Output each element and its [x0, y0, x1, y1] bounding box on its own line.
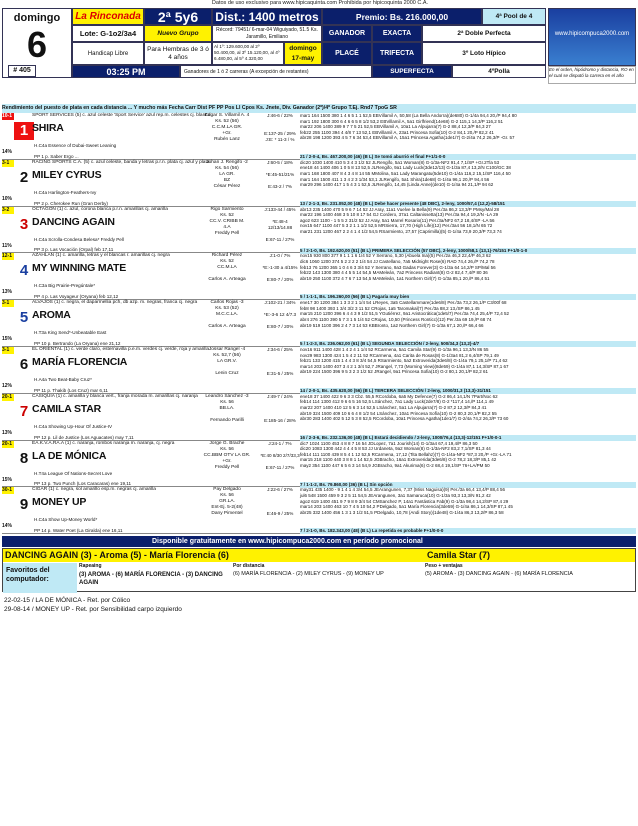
- favorites-label: Favoritos del computador:: [3, 563, 77, 593]
- exacta-bet[interactable]: EXACTA: [372, 25, 422, 42]
- entry-summary: 14 / 2-0-1, Bs. 435.620,00 (56) (B L) TERCERA SELECCIÓN / 2-leny, 1000/31,3 (13,3)-31/151: [300, 388, 636, 394]
- jockey-trainer: Johan J. Rengifo -2 Ks. 54 (56) LA GR. BZ César Pérez: [206, 159, 248, 189]
- entry-summary: 5 / 1-1-1, Bs. 196.260,00 (56) (B L) Pagaría muy bien: [300, 294, 636, 300]
- past-line: mar14 203 1400 407 3 4 2 1 3/4 52,7 JRangel, 7,73 (Morning View)(8de59) G-1/4a 87,1 14,3/SP 87,1 67: [300, 363, 509, 369]
- pedigree: H.C4a Harlington-Feathers-Ivy: [34, 189, 97, 195]
- past-line: ago2 619 1400 451 9 7 9 8 9 3/4 54 CMSanchez P, 14a1 Fantástica Fab(9) G-1/3a 98,4 14,2/SP 87,4 29: [300, 498, 509, 504]
- race-number: 6: [26, 24, 48, 65]
- jockey-stats: J:133-44 / 45% *E:48-4 12/13/14.88 E:67-11 / 27%: [264, 206, 296, 242]
- past-line: dic6 1060 1200 374 5 2 2 2 2 1/4 54 JJ Castellano, 7a5 Midnight Rose(6) RAD 74,4 26,/P 74,2 78: [300, 258, 495, 264]
- pedigree: H.C4a Showing Up-Hour Of Justice-IV: [34, 423, 113, 429]
- owner-silks: EL ORIENTAL (1) c. verde claro, esternavilla p.e.m. verdes cj. verde, roja y amarilla: [32, 347, 210, 352]
- post-position-note: PP 14 p. Water Poet (La Giralda) ene 16,11: [34, 528, 123, 534]
- owner-silks: RACING SPORTS C.A. (5) c. azul celeste, banda y letras p.r.n. plata cj. azul y plata: [32, 159, 210, 165]
- past-line: may2 354 1100 447 6 5 6 3 14 54,9 JGBracho, 9a1 Akurima(6) G-2 68,4 19,1/SP 76+LA/PM 50: [300, 462, 490, 468]
- past-line: feb14 114 1300 412 9 6 6 5 16 52,5 LSánchez, 7a1 Lady Luck(2de7/8) G-2 *117,4 14,/P 114,1 49: [300, 399, 494, 405]
- past-line: dic20 1083 1300 442 4 4 4 5 8 53 JJ Urdaneta, 9a2 Woman(8) G-1/3a-NF2 83,2 7,1/SP 81,3 44: [300, 446, 491, 452]
- past-line: mar22 206 1400 389 9 7 7 5 21 52,5 EBVillamil A, 10a1 La Alpujarra(7) G-2 88,4 12,3/P 84,3 27: [300, 124, 491, 130]
- saddle-number: 8: [19, 449, 29, 467]
- entry-row: [2, 487, 636, 534]
- owner-silks: CIGAR (1) c. negra, sol amarillo esp.m. negras cj. amarilla: [32, 487, 156, 493]
- past-line: mar14 203 1400 463 10 7 4 5 10 54,2 PDelgado, 5a1 María Florencia(3de59) G-1/4a 86,1 14,3/SP 87,1 45: [300, 504, 513, 510]
- picks-text: (3) AROMA - (6) MARÍA FLORENCIA - (3) DANCING AGAIN: [79, 572, 223, 586]
- entry-odds: 3-2: [2, 207, 14, 214]
- weight-label: Peso + ventajas: [425, 563, 463, 569]
- win-pct: 13%: [2, 289, 13, 296]
- prediction-title: DANCING AGAIN (3) - Aroma (5) - María Florencia (6): [3, 549, 423, 562]
- entry-summary: 16 / 2-3-6, Bs. 232.136,00 (48) (B L) Estará decidiendo / 2-leny, 1000/76,4 (13,3)-12/151 F+1/0-0-1: [300, 435, 636, 441]
- entry-summary: 7 / 2-1-0, Bs. 182.343,00 (48) (B L) La repetida es probable F+1/0-0-0: [300, 528, 636, 534]
- horse-name: MILEY CYRUS: [32, 168, 102, 181]
- past-performances: [300, 394, 636, 422]
- site-logo: www.hipicompuca2000.com: [548, 8, 636, 66]
- jockey-stats: J:34-6 / 25% E:31-5 / 25%: [266, 347, 294, 376]
- jockey-trainer: Pay Delgado Ks. 56 GR.LA. Ent-Ej. 5-2(48) Dany Pimentel: [211, 487, 243, 517]
- past-line: abr19 250 1100 372 4 7 6 7 13 54,5 MAMeleán, 1a1 Northern Girl(7) G-1/3a 85,1 20,/P 86,4 51: [300, 275, 490, 281]
- horse-name: DANCING AGAIN: [32, 215, 115, 228]
- entry-row: [2, 394, 636, 441]
- entries-list: [2, 113, 636, 535]
- post-position-note: PP 11 p. Thakib (Los Cruz) mar 6,11: [34, 387, 108, 393]
- post-position-note: PP 3 p. Las Vocación (Orpal) feb 17,11: [34, 247, 114, 253]
- owner-silks: EA.K.V.A.RA.A (1) c. naranja, rombos naranja m. naranja, cj. negra: [32, 440, 175, 446]
- entry-summary: 5 / 1-2-3, Bs. 236.062,00 (61) (B L) SEGUNDA SELECCIÓN / 2-leny, 500/34,3 (13,2)-4/7: [300, 341, 636, 347]
- race-date: domingo 17-may: [284, 42, 322, 65]
- entry-odds: 30-1: [2, 487, 13, 494]
- win-pct: 15%: [2, 476, 13, 483]
- pedigree: H.C4a Scrolla-Condesa Belesa* Freddy Pell: [34, 236, 124, 242]
- past-line: nov29 983 1300 424 1 5 4 2 11 52 RCarmena, 4a1 Carita de Rosas(8) G-1/3a4 81,2 6,4/SP 79,1 49: [300, 352, 499, 358]
- past-line: mar21 231 1200 467 2 2 4 1 4 1/2 54,5 RSarmiento, 27,57 (Caprimilla)(5) G-1/4a 73,9 20,3/P 73,3 74: [300, 228, 502, 234]
- saddle-number: 7: [19, 402, 29, 420]
- horse-name: CAMILA STAR: [32, 402, 101, 415]
- pedigree: H.T3a King Send*-Unbeatable East: [34, 330, 107, 336]
- saddle-number: 9: [19, 496, 29, 514]
- distance-label: Por distancia: [233, 563, 265, 569]
- distance: Dist.: 1400 metros: [212, 8, 322, 25]
- past-line: feb22 143 1300 380 4 4 5 5 14 54,5 MAMeleán, 7a2 Princess Radiant(8) G-2 82,4 7,4/P 80 36: [300, 270, 488, 276]
- jockey-stats: J:49-7 / 24% E:185-16 / 28%: [264, 393, 296, 423]
- loto-hipico: 3º Loto Hípico: [422, 42, 546, 65]
- entry-row: [2, 207, 636, 254]
- jockey-trainer: Rigo Sarmiento Ks. 52 CC.V. CRIBB M. 4.A Freddy Pell: [209, 206, 245, 236]
- new-group: Nuevo Grupo: [144, 25, 212, 42]
- past-line: abr19 324 1500 409 10 6 6 4 8 1/2 54 LSánchez, 10a1 Princesa Sofía(10) G-2 80,3 20,1/P 82,2 55: [300, 410, 497, 416]
- past-line: nov15 647 1100 447 5 3 2 1 1 1/2 52,5 MRSierra, 17,70 (High Life)(12) Per./3a4 56 18,1/N 65 72: [300, 223, 493, 229]
- entry-odds: 3-1: [2, 160, 14, 167]
- post-position-note: PP 10 p. Bertrando (La Oryana) ene 21,12: [34, 340, 121, 346]
- entry-odds: 10-1: [2, 113, 13, 119]
- entry-odds: 12-1: [2, 253, 13, 260]
- jockey-trainer: Leandro Sánchez -3 Ks. 56 BB.LA. Fernando Parilli: [205, 393, 249, 423]
- horse-name: LA DE MÓNICA: [32, 449, 107, 462]
- entry-row: [2, 347, 636, 394]
- past-line: abr28 198 1200 393 4 5 7 6 34 53,4 EBVillamil A, 15a1 Princesa Agatha(1de1/7) G-2/4a 74,2 26,3/P -Gr. 57: [300, 135, 515, 141]
- track-name: La Rinconada: [72, 8, 144, 25]
- past-line: mar15 210 1200 396 6 4 4 3 9 1/2 51,5 YGutiérrez, 9a1 Aristocrática(1de5/7) Per./3a 74,4 25,4/P 72,4 52: [300, 311, 509, 317]
- entry-row: [2, 113, 636, 160]
- entry-odds: 3-1: [2, 300, 14, 307]
- owner-silks: CASIQUIA (1) c. amarilla y blanca vert., franja morada m. amarillas cj. naranja: [32, 393, 198, 399]
- pedigree: H.C3a Big Prairie-Pregúntale*: [34, 283, 96, 289]
- past-line: mar29 296 1400 417 1 5 4 3 1 52,5 JLRengifo, 14,45 (Linda Anne)(de10) G-1/4a 94 21,1/P 94 62: [300, 182, 494, 188]
- post-position-note: PP 4 p. Las Voyageur (Oryana) feb 12,12: [34, 294, 119, 300]
- jockey-trainer: Edgar S. Villamil A. 4 Ks. 52 (56) C.C.M.LA GR. +Gr. Rubén Lanz: [204, 113, 250, 142]
- past-line: feb13 76 1200 365 1 0 4 6 3 3/4 52 Y Serrano, 9a3 Gadas Forever(3) G-1/3a 64 14,2/P SP/Mal 56: [300, 264, 496, 270]
- record: Récord: 79451/ 6-mar-04 Wiguiyado, 51.5 Ks. Jaramillo, Emiliano: [212, 25, 322, 42]
- ganador-bet[interactable]: GANADOR: [322, 25, 372, 42]
- pedigree: H.A4a Two Beat-Baby Cruz*: [34, 377, 92, 382]
- past-line: abr25 332 1400 456 1 3 1 3 1/2 51,5 PDelgado, 10,78 (Andi Story)(1de48) G-1/4a 86,3 13,2/P 86,3 58: [300, 509, 504, 515]
- past-performances: [300, 441, 636, 469]
- past-line: dic7 1024 1100 453 4 8 8 7 16 54 JDLopez, 7a1 Jourish(14) G-1/3a4 67,4 19,4/P 86,3 50: [300, 440, 478, 446]
- win-pct: 11%: [2, 242, 12, 249]
- past-line: abr19 519 1100 396 2 4 7 3 14 53 KBBronto, 1a2 Northern Girl(7) G-1/3a 67,1 20,/P 66,4 66: [300, 322, 484, 328]
- horse-name: MY WINNING MATE: [32, 262, 127, 275]
- horse-name: MARÍA FLORENCIA: [32, 356, 128, 368]
- jockey-stats: J:22-6 / 27% E:46-9 / 25%: [266, 487, 294, 517]
- jockey-trainer: Richard Pérez Ks. 52 CC.M.LA Carlos A. Arteaga: [208, 253, 246, 283]
- day-label: domingo: [13, 12, 61, 24]
- place-bet[interactable]: PLACÉ: [322, 42, 372, 65]
- saddle-number: 4: [19, 262, 29, 280]
- win-pct: 14%: [2, 523, 13, 530]
- scratch-notes: [4, 596, 182, 614]
- handicap: Handicap Libre: [72, 42, 144, 65]
- past-performances: [300, 113, 636, 141]
- race-title: 2ª 5y6: [144, 8, 212, 25]
- post-position-note: PP 12 p. Lil de Justice (Los Aguacates) may 7,11: [34, 434, 134, 440]
- prize: Premio: Bs. 216.000,00: [322, 8, 482, 25]
- past-line: mar22 207 1400 410 12 5 6 3 14 52,5 LSánchez, 5a1 La Alpujarra(7) G-2 87,2 12,3/P 84,3 41: [300, 404, 487, 410]
- jockey-trainer: Carlos Rojas -3 Ks. 53 (52) M.C.C.LA. Carlos A. Arteaga: [208, 300, 246, 330]
- horse-name: AROMA: [32, 309, 71, 322]
- entry-row: [2, 160, 636, 207]
- saddle-number: 2: [19, 168, 29, 186]
- longshot-title: Camila Star (7): [423, 549, 635, 562]
- jockey-trainer: Jorge G. Brache Ks. 56 CC.BBM OTV LA GR. +Gr. Freddy Pell: [203, 440, 251, 470]
- pedigree: H.C4a Show Up-Money World*: [34, 517, 98, 523]
- past-performances: [300, 347, 636, 375]
- polla: 4ºPolla: [452, 65, 546, 78]
- win-pct: 14%: [2, 149, 13, 155]
- note-line: 29-08-14 / MONEY UP - Ret. por Sensibilidad carpo izquierdo: [4, 606, 182, 613]
- availability-text: Disponible gratuitamente en www.hipicompuca2000.com en período promocional: [152, 538, 423, 545]
- post-position-note: PP 2 p. Cherokee Run (Gran Derby): [34, 200, 108, 206]
- doble-perfecta: 2ª Doble Perfecta: [422, 25, 546, 42]
- saddle-number: 1: [14, 122, 34, 140]
- saddle-number: 6: [19, 356, 29, 373]
- picks-label: Rapeaing: [79, 563, 102, 569]
- superfecta-bet[interactable]: SUPERFECTA: [372, 65, 452, 78]
- jockey-stats: J:102-21 / 34% *E:-3-6 12 4/7.3 E:80-7 / 20%: [263, 300, 297, 330]
- saddle-number: 3: [19, 215, 29, 233]
- entry-odds: 20-1: [2, 393, 13, 400]
- win-pct: 12%: [2, 383, 13, 389]
- past-line: abr13 235 1400 470 5 9 6 7 14 52 JJ Aray, 11a1 Vuelve la Bella(9) Per./3a 86,2 13,3/P PMsy/Mal 28: [300, 206, 499, 212]
- owner-silks: AZAHLAN (1) c. amarilla, letras y el blancas r. amarillas cj. negra: [32, 253, 170, 259]
- time-box: 03:25 PM: [72, 65, 180, 78]
- lote: Lote: G-1o2/3a4: [72, 25, 144, 42]
- past-line: abr4 276 1100 390 5 7 3 1 5 1/4 52 CRojas, 10,50 (Princess Ronticc)(12) Per./3a 69 19,/P 68 74: [300, 316, 492, 322]
- race-code: # 405: [8, 65, 36, 77]
- past-line: feb8 98 1400 393 1 3/4 3/2 3 11 52 CRojas, 1a5 Taromakal(7) Per./3a 88,2 13,/SP 86,1 45: [300, 305, 480, 311]
- past-line: ene17 30 1200 384 1 3 3 2 1 1/4 54 LReyes, 3a5 Castellammare(1de6/8) Per./3a 73,2 26,1/P C3/00f 68: [300, 300, 507, 306]
- past-line: abr30 283 1400 402 5 12 5 3 8 52,5 RCordoba, 10a1 Princesa Agatha(1de1/7) G-2/4a 74,2 26,3/P 73 60: [300, 416, 509, 422]
- past-performances: [300, 160, 636, 188]
- past-line: feb21 133 1200 415 1 4 4 3 8 3/4 54,5 RSarmiento, 5a2 Extroverida(3de6/8) G-1/4a 79,1 25,1/P 71,4 62: [300, 358, 508, 364]
- jockey-trainer: Jossar Rangel -4 Ks. 52,7 (56) LA GR.V. Lenin Cruz: [208, 347, 246, 376]
- past-line: may31 435 1400 - 9 1 4 1 4 3/4 54,5 JEArangunen, 7,37 (Miss Naguisa)(9) Per./3a 66,4 13,4/P 88,4 56: [300, 487, 506, 493]
- purse-split: Al 1º: 129.600,00 al 2º 50.400,00, al 3º 15.120,00, al 4º 6.480,00, al 5º 4.320,00: [212, 42, 284, 65]
- distance-text: (6) MARÍA FLORENCIA - (2) MILEY CYRUS - (9) MONEY UP: [233, 571, 384, 577]
- availability-bar: [2, 536, 636, 547]
- entry-row: [2, 253, 636, 300]
- past-line: mar22 196 1400 468 3 5 10 8 17 54 GJ Cordero, 37a1 Caltanissetta(13) Per./3a 94,4 19,2/N -LA 29: [300, 212, 499, 218]
- win-pct: 15%: [2, 336, 13, 343]
- win-pct: 13%: [2, 429, 13, 436]
- jockey-stats: J:46-6 / 22% E:137-25 / 29% J:E: * 11-3 / %: [264, 113, 296, 142]
- past-line: ene18 37 1400 422 9 6 3 3 Cbz. 55,5 RCordoba, 6a5 My Defence(7) G-2 86,4 14,1/N 7Part/Noc 62: [300, 393, 498, 399]
- owner-silks: OCTAGON (1) c. azul, corona blanca p.r.n. amarillas cj. amarilla: [32, 206, 168, 212]
- past-performances: [300, 487, 636, 515]
- jockey-stats: J:24-1 / 7% *E:40 8/30 2/7/33,3 E:67-11 / 27%: [260, 440, 300, 470]
- eligibility: Para Hembras de 3 ó 4 años: [144, 42, 212, 65]
- jockey-stats: J:1-0 / 7% *E:-1-30 a 4/15% E:80-7 / 20%: [262, 253, 298, 283]
- top-banner: Datos de uso exclusivo para www.hipicaquinta.com Prohibida por hipicoquinta 2000 C.A.: [211, 0, 429, 6]
- entry-odds: 3-1: [2, 347, 14, 354]
- past-line: ene18 44 1400 406 1 0 5 8 13 52,5 JLRengifo, 9a1 Lady Luck(3de12/13) G-1/3a 87,4 13,2/N C100/GC 38: [300, 165, 511, 171]
- past-line: mar1 164 1500 380 1 4 6 5 1 1 52,5 EBVillamil A, 50,58 (La Bella Andorra)(de680) G-1/4a 94,4 20,/P 94,4 80: [300, 113, 517, 118]
- past-line: nov16 911 1400 428 1 4 2 4 1 1/4 52 RCarmena, 5a1 Camila Star(9) G-1/3a 96,1 13,3/N 86 55: [300, 347, 489, 352]
- pedigree: H.T4a League Of Nations-Secret Love: [34, 470, 113, 476]
- horse-name: MONEY UP: [32, 496, 87, 509]
- entry-summary: 5 / 2-1-0, Bs. 192.620,00 (51) (B L) PRIMERA SELECCIÓN (57 DBC), 2-leny, 1000/58,1 (13,1)-76/151 F+1/0-1-0: [300, 248, 636, 254]
- entry-summary: 7 / 1-1-2, Bs. 79.860,00 (36) (B L) Sin opción: [300, 482, 636, 488]
- saddle-number: 5: [19, 309, 29, 327]
- win-pct: 10%: [2, 195, 13, 202]
- owner-silks: ALVAJOS (1) c. negra, el daparmellia pch, db azp. m. negras, franca cj. negra: [32, 300, 198, 306]
- past-line: abr19 224 1500 396 9 5 3 2 3 1/2 52 JRangel, 9a1 Princesa Sofia(10) G-2 80,1 20,1/P 82,2 61: [300, 369, 489, 375]
- post-position-note: PP 1 p. Saber Ergo ...: [34, 153, 79, 159]
- past-line: nov15 930 800 377 9 1 1 1 6 1/4 52 Y Serrano, 5,30 (Abuela Ina)(5) Per./2a 46,3 22,4/P 46,3 62: [300, 253, 491, 259]
- past-performances: [300, 207, 636, 235]
- past-line: jul6 548 1500 459 9 3 2 5 11 54,5 JEArangunen, 3a1 Samaruca(10) G-1/3a 93,3 13,3/N 91,2 42: [300, 492, 491, 498]
- horse-name: SHIRA: [32, 122, 64, 134]
- pedigree: H.C4a Essence of Dubai-Sweet Leaning: [34, 143, 117, 148]
- past-line: dic20 1030 1400 410 5 3 4 3 1/2 52 JLRengifo, 5a1 Woman(8) G-1/3a-NF2 91,4 7,1/SP +Gr.2Tla 53: [300, 159, 500, 165]
- pool-label: 4ª Pool de 4: [482, 8, 546, 25]
- entry-summary: 21 / 2-0-4, Bs. 467.200,00 (46) (B L) Se tomó aburrió el final F+1/1-0-0: [300, 154, 636, 160]
- legend-note: En el orden, hipódromo y distancia, RO en el cual se disputó la carrera en el año: [548, 66, 636, 84]
- jockey-stats: J:60-5 / 18% *E:45-51/21% E:43-2 / 7%: [265, 159, 295, 189]
- prediction-box: [2, 548, 636, 592]
- column-header-bar: Rendimiento del puesto de plata en cada distancia ... Y mucho más Fecha Carr Dist PF PP Pos Ll Cpos Ks. Jnete, Div. Ganador (2º)/4º Grupo T.Ej. Rnd7 TpoG SR: [2, 104, 636, 113]
- entry-summary: 13 / 2-1-3, Bs. 231.052,00 (48) (B L) Debe hacer presente (48 DBC), 2-leny, 1000/57,4 (12,2)-58/151: [300, 201, 636, 207]
- entry-odds: 20-1: [2, 440, 13, 447]
- past-line: mar1 164 1500 411 1 3 4 2 3 1/34 53,1 JLRengifo, 5a1 Shira(1de68) G-1/4a 96,1 20,/P 94,4 56: [300, 176, 490, 182]
- past-line: mar1 168 1800 407 8 4 3 4 8 14 55 MMolina, 5a1 Lady Marangatu(5de10) G-1/4a 116,2 15,1/SP 116,4 50: [300, 170, 511, 176]
- race-header: [2, 8, 636, 102]
- past-line: ago2 623 1100 - 1 5 5 2 31/2 52 JJ Aray, 5a1 Marrel Rosario(11) Per./3a/NF2 67,2 18,4/SP -LA 56: [300, 217, 495, 223]
- trifecta-bet[interactable]: TRIFECTA: [372, 42, 422, 65]
- past-performances: [300, 253, 636, 281]
- past-line: mar15 218 1100 440 3 8 8 1 14 52,5 JGBracho, 16a1 Extroverida(3de6/8) G-2 78,2 18,3/P 85,1 42: [300, 457, 497, 463]
- past-line: feb14 111 1100 439 8 5 4 1 12 52,5 RCarmena, 17,12 (Tita Bellahz)(7) G-1/4a-NF2 *87,3 20,/P +Gr.-LA 71: [300, 451, 512, 457]
- entry-row: [2, 300, 636, 347]
- past-performances: [300, 300, 636, 328]
- entry-row: [2, 441, 636, 488]
- note-line: 22-02-15 / LA DE MÓNICA - Ret. por Cólico: [4, 597, 131, 604]
- weight-text: (5) AROMA - (3) DANCING AGAIN - (6) MARÍA FLORENCIA: [425, 571, 573, 577]
- owner-silks: SPORT SERVICES (5) c. azul celeste 'Sport Service' azul rep.m. celestes cj. blanca: [32, 113, 211, 118]
- past-line: mar1 192 1800 300 6 4 6 6 5 8 1/2 53,2 EBVillamil A, 5a1 Girlfriend(14e68) G-2 115,1 14,3/P 116,2 51: [300, 118, 504, 124]
- post-position-note: PP 13 p. Two Punch (Los Caracaras) ene 19,11: [34, 481, 132, 487]
- past-line: feb22 255 1100 394 4 4/8 7 13 52,1 EBVillamil A, 23a1 Princesa Sofia(10) G-2 84,1 20,/P 82,2 41: [300, 129, 494, 135]
- eligibility-note: Ganadores de 1 ó 2 carreras (A excepción de restantes): [180, 65, 372, 78]
